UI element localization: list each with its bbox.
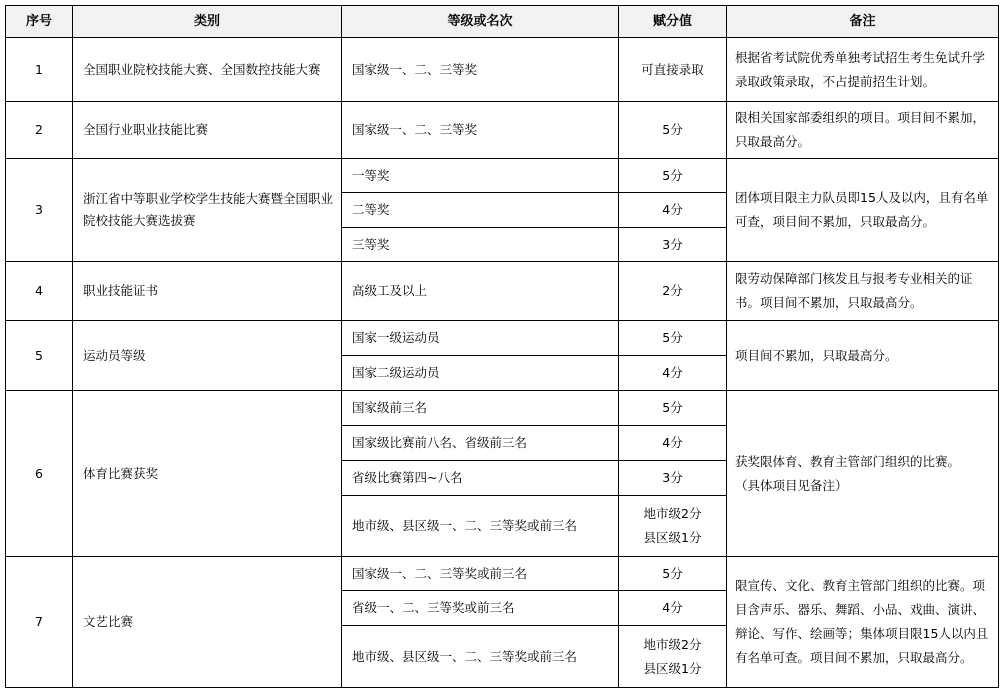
table-row	[6, 102, 999, 159]
row-score: 5分	[619, 391, 727, 426]
table-row	[6, 321, 999, 356]
row-category: 文艺比赛	[73, 557, 342, 688]
row-level: 国家级前三名	[342, 391, 619, 426]
row-level: 省级一、二、三等奖或前三名	[342, 591, 619, 626]
row-category: 职业技能证书	[73, 262, 342, 321]
row-category: 运动员等级	[73, 321, 342, 391]
row-score	[619, 496, 727, 557]
row-remark: 限相关国家部委组织的项目。项目间不累加，只取最高分。	[727, 102, 999, 159]
row-score: 5分	[619, 557, 727, 591]
row-remark: 项目间不累加，只取最高分。	[727, 321, 999, 391]
header-remark: 备注	[727, 6, 999, 38]
row-score: 4分	[619, 356, 727, 391]
table-row	[6, 159, 999, 193]
header-row	[6, 6, 999, 38]
row-remark	[727, 391, 999, 557]
row-remark: 限宣传、文化、教育主管部门组织的比赛。项目含声乐、器乐、舞蹈、小品、戏曲、演讲、辩论、写作、绘画等；集体项目限15人以内且有名单可查。项目间不累加，只取最高分。	[727, 557, 999, 688]
row-no: 1	[6, 38, 73, 102]
header-level: 等级或名次	[342, 6, 619, 38]
table-row	[6, 391, 999, 426]
row-level: 国家级一、二、三等奖	[342, 38, 619, 102]
header-no: 序号	[6, 6, 73, 38]
score-line: 县区级1分	[643, 530, 702, 545]
score-line: 地市级2分	[643, 636, 702, 652]
header-category: 类别	[73, 6, 342, 38]
row-level: 二等奖	[342, 193, 619, 228]
row-score: 4分	[619, 426, 727, 461]
row-level: 国家级一、二、三等奖	[342, 102, 619, 159]
admission-score-table	[5, 5, 999, 688]
row-level: 三等奖	[342, 228, 619, 262]
row-score: 3分	[619, 228, 727, 262]
row-level: 国家二级运动员	[342, 356, 619, 391]
row-level: 国家级比赛前八名、省级前三名	[342, 426, 619, 461]
row-score: 4分	[619, 591, 727, 626]
remark-line: （具体项目见备注）	[735, 477, 848, 493]
score-line: 地市级2分	[643, 506, 702, 521]
row-level: 高级工及以上	[342, 262, 619, 321]
row-score: 4分	[619, 193, 727, 228]
row-no: 2	[6, 102, 73, 159]
row-score: 可直接录取	[619, 38, 727, 102]
row-score	[619, 626, 727, 688]
row-score: 5分	[619, 102, 727, 159]
row-level: 地市级、县区级一、二、三等奖或前三名	[342, 626, 619, 688]
row-level: 一等奖	[342, 159, 619, 193]
row-remark: 限劳动保障部门核发且与报考专业相关的证书。项目间不累加，只取最高分。	[727, 262, 999, 321]
remark-line: 获奖限体育、教育主管部门组织的比赛。	[735, 453, 961, 469]
score-line: 县区级1分	[643, 660, 702, 676]
row-remark: 根据省考试院优秀单独考试招生考生免试升学录取政策录取，不占提前招生计划。	[727, 38, 999, 102]
row-score: 5分	[619, 159, 727, 193]
row-category: 全国职业院校技能大赛、全国数控技能大赛	[73, 38, 342, 102]
row-category: 体育比赛获奖	[73, 391, 342, 557]
row-no: 4	[6, 262, 73, 321]
row-score: 2分	[619, 262, 727, 321]
row-level: 省级比赛第四~八名	[342, 461, 619, 496]
row-no: 3	[6, 159, 73, 262]
row-no: 6	[6, 391, 73, 557]
row-remark: 团体项目限主力队员即15人及以内，且有名单可查，项目间不累加，只取最高分。	[727, 159, 999, 262]
row-score: 5分	[619, 321, 727, 356]
row-level: 国家一级运动员	[342, 321, 619, 356]
table-row	[6, 262, 999, 321]
row-no: 5	[6, 321, 73, 391]
row-category: 浙江省中等职业学校学生技能大赛暨全国职业院校技能大赛选拔赛	[73, 159, 342, 262]
row-level: 国家级一、二、三等奖或前三名	[342, 557, 619, 591]
row-category: 全国行业职业技能比赛	[73, 102, 342, 159]
header-score: 赋分值	[619, 6, 727, 38]
table-row	[6, 557, 999, 591]
row-score: 3分	[619, 461, 727, 496]
row-no: 7	[6, 557, 73, 688]
row-level: 地市级、县区级一、二、三等奖或前三名	[342, 496, 619, 557]
table-row	[6, 38, 999, 102]
